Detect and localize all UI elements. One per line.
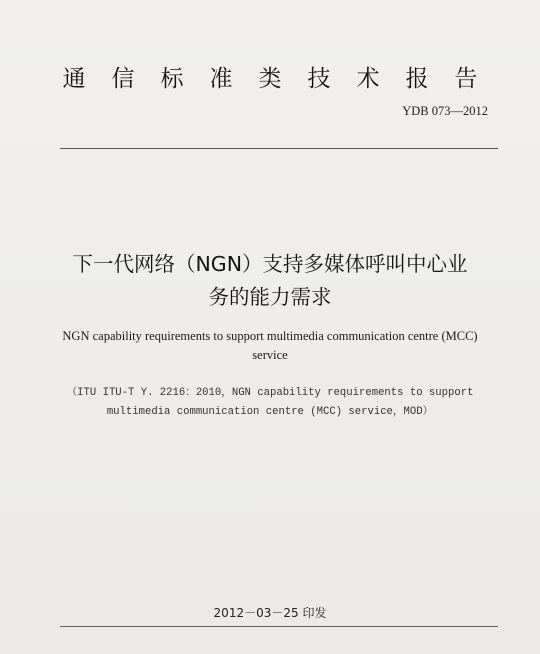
standard-number: YDB 073—2012	[402, 104, 488, 118]
report-series-title: 通信标准类技术报告	[62, 66, 504, 92]
english-title-line-1: NGN capability requirements to support multimedia communication centre (MCC)	[62, 329, 478, 343]
english-title	[30, 327, 510, 365]
top-divider	[60, 148, 498, 149]
equivalence-note	[30, 384, 510, 422]
equivalence-note-line-1: （ITU ITU-T Y. 2216：2010，NGN capability requirements to support	[66, 387, 474, 399]
bottom-divider	[60, 626, 498, 627]
issue-date: 2012－03－25 印发	[213, 606, 327, 620]
equivalence-note-line-2: multimedia communication centre (MCC) service，MOD）	[106, 406, 434, 418]
chinese-title-line-1: 下一代网络（NGN）支持多媒体呼叫中心业	[72, 252, 468, 276]
chinese-title	[20, 248, 520, 314]
english-title-line-2: service	[252, 348, 288, 362]
chinese-title-line-2: 务的能力需求	[208, 285, 332, 309]
